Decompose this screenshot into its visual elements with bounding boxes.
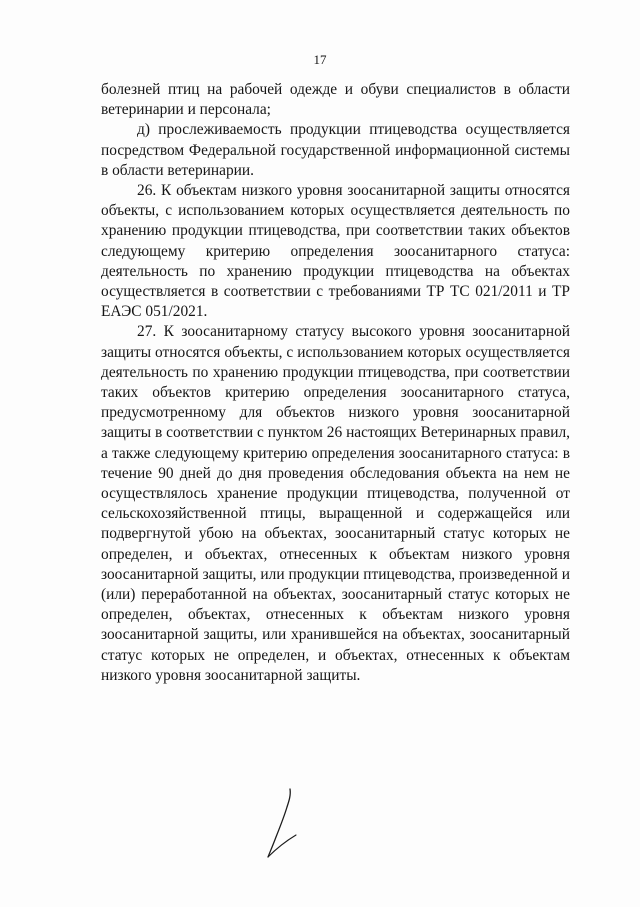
paragraph-continuation: болезней птиц на рабочей одежде и обуви специалистов в области ветеринарии и персонала; [101,81,570,119]
handwritten-signature [262,785,302,865]
body-text [101,80,570,686]
paragraph-27: 27. К зоосанитарному статусу высокого уровня зоосанитарной защиты относятся объекты, с использованием которых осуществляется деятельность по хранению продукции птицеводства, при соответствии таких объектов критерию определения зоосанитарного статуса, предусмотренному для объектов низкого уровня зоосанитарной защиты в соответствии с пунктом 26 настоящих Ветеринарных правил, а также следующему критерию определения зоосанитарного статуса: в течение 90 дней до дня проведения обследования объекта на нем не осуществлялось хранение продукции птицеводства, полученной от сельскохозяйственной птицы, выращенной и содержащейся или подвергнутой убою на объектах, зоосанитарный статус которых не определен, и объектах, отнесенных к объектам низкого уровня зоосанитарной защиты, или продукции птицеводства, произведенной и (или) переработанной на объектах, зоосанитарный статус которых не определен, объектах, отнесенных к объектам низкого уровня зоосанитарной защиты, или хранившейся на объектах, зоосанитарный статус которых не определен, и объектах, отнесенных к объектам низкого уровня зоосанитарной защиты. [101,323,570,684]
page-number: 17 [313,52,327,67]
paragraph-item-d: д) прослеживаемость продукции птицеводства осуществляется посредством Федеральной государственной информационной системы в области ветеринарии. [101,121,570,179]
paragraph-26: 26. К объектам низкого уровня зоосанитарной защиты относятся объекты, с использованием которых осуществляется деятельность по хранению продукции птицеводства, при соответствии таких объектов следующему критерию определения зоосанитарного статуса: деятельность по хранению продукции птицеводства на объектах осуществляется в соответствии с требованиями ТР ТС 021/2011 и ТР ЕАЭС 051/2021. [101,182,570,321]
